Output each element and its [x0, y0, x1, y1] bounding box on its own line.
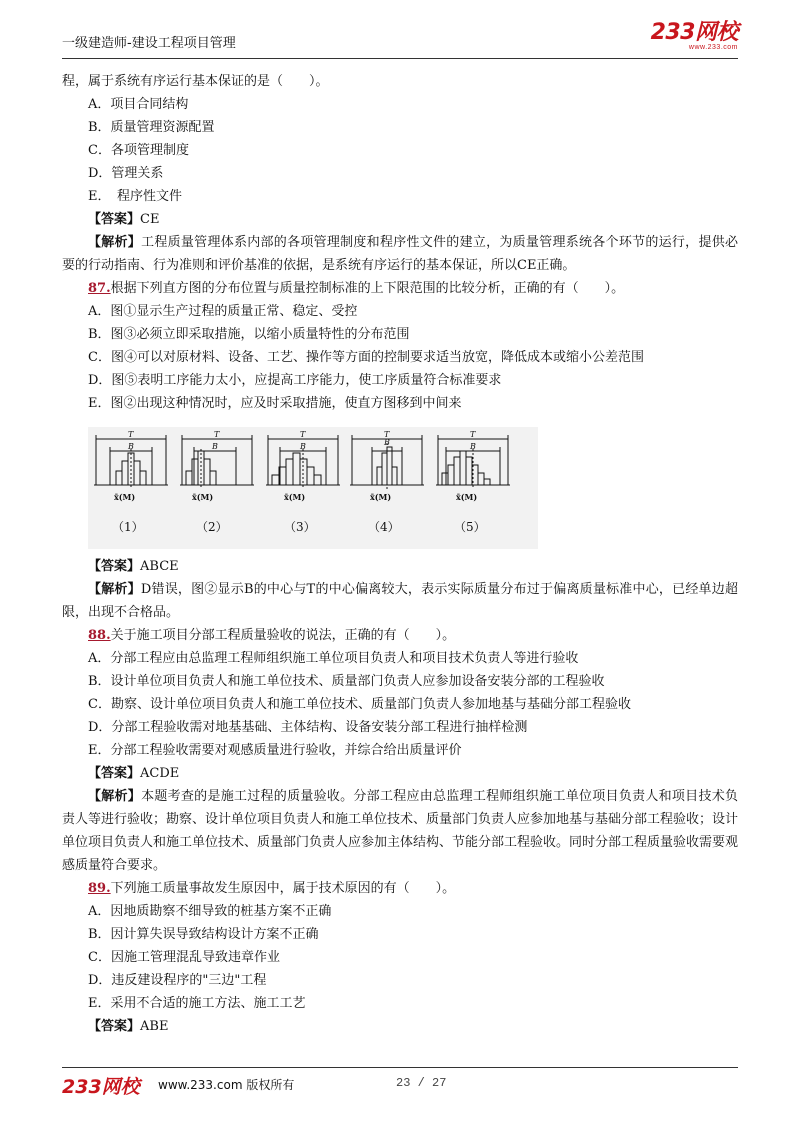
header-divider: [62, 58, 738, 59]
q89-option-b: B．因计算失误导致结构设计方案不正确: [88, 927, 319, 942]
answer-label: 【答案】: [88, 1019, 141, 1034]
caption-3: （3）: [284, 520, 316, 534]
caption-2: （2）: [196, 520, 228, 534]
label-T-3: T: [300, 430, 306, 439]
question-text: 根据下列直方图的分布位置与质量控制标准的上下限范围的比较分析，正确的有（ ）。: [110, 281, 625, 296]
q86-stem: 程，属于系统有序运行基本保证的是（ ）。: [62, 74, 329, 89]
explanation-label: 【解析】: [88, 789, 142, 804]
answer-value: ACDE: [140, 766, 180, 781]
label-B-1: B: [128, 442, 134, 451]
label-B-4: B: [384, 438, 390, 447]
label-T-4: T: [384, 430, 390, 439]
footer-copyright[interactable]: www.233.com 版权所有: [158, 1078, 295, 1092]
q86-explanation: [62, 231, 738, 277]
q89-option-c: C．因施工管理混乱导致违章作业: [88, 950, 280, 965]
axis-label-1: x̄(M): [114, 492, 136, 502]
logo-text: 233网校: [650, 20, 738, 45]
axis-label-4: x̄(M): [370, 492, 392, 502]
q87-option-b: B．图③必须立即采取措施，以缩小质量特性的分布范围: [88, 327, 410, 342]
explanation-text: D错误，图②显示B的中心与T的中心偏离较大，表示实际质量分布过于偏离质量标准中心，已经单边超限，出现不合格品。: [62, 582, 738, 620]
q88-option-a: A．分部工程应由总监理工程师组织施工单位项目负责人和项目技术负责人等进行验收: [88, 651, 579, 666]
brand-logo[interactable]: [651, 22, 738, 52]
histogram-figure: [88, 427, 538, 549]
q87-option-c: C．图④可以对原材料、设备、工艺、操作等方面的控制要求适当放宽，降低成本或缩小公差范围: [88, 350, 644, 365]
footer-divider: [62, 1067, 738, 1068]
page-number: 23 / 27: [396, 1076, 447, 1090]
answer-label: 【答案】: [88, 212, 141, 227]
document-title: 一级建造师-建设工程项目管理: [62, 36, 236, 51]
explanation-label: 【解析】: [88, 582, 141, 597]
explanation-label: 【解析】: [88, 235, 142, 250]
explanation-text: 工程质量管理体系内部的各项管理制度和程序性文件的建立，为质量管理系统各个环节的运行，提供必要的行动指南、行为准则和评价基准的依据，是系统有序运行的基本保证，所以CE正确。: [62, 235, 738, 273]
q89-stem: [62, 877, 738, 900]
label-B-2: B: [212, 442, 218, 451]
q89-answer: [62, 1015, 738, 1038]
question-text: 关于施工项目分部工程质量验收的说法，正确的有（ ）。: [110, 628, 456, 643]
answer-value: ABE: [140, 1019, 169, 1034]
caption-5: （5）: [454, 520, 486, 534]
axis-label-3: x̄(M): [284, 492, 306, 502]
answer-label: 【答案】: [88, 559, 141, 574]
q87-stem: [62, 277, 738, 300]
answer-label: 【答案】: [88, 766, 141, 781]
axis-label-5: x̄(M): [456, 492, 478, 502]
caption-1: （1）: [112, 520, 144, 534]
q86-option-a: A．项目合同结构: [88, 97, 189, 112]
q86-option-e: E． 程序性文件: [88, 189, 182, 204]
q88-stem: [62, 624, 738, 647]
q88-explanation: [62, 785, 738, 877]
question-text: 下列施工质量事故发生原因中，属于技术原因的有（ ）。: [110, 881, 456, 896]
q88-option-d: D．分部工程验收需对地基基础、主体结构、设备安装分部工程进行抽样检测: [88, 720, 528, 735]
logo-url: www.233.com: [688, 44, 738, 51]
label-T-5: T: [470, 430, 476, 439]
page-content: [62, 70, 738, 1038]
q88-answer: [62, 762, 738, 785]
footer-logo[interactable]: 233网校: [62, 1076, 140, 1098]
axis-label-2: x̄(M): [192, 492, 214, 502]
q88-option-e: E．分部工程验收需要对观感质量进行验收，并综合给出质量评价: [88, 743, 462, 758]
answer-value: ABCE: [140, 559, 179, 574]
q89-option-a: A．因地质勘察不细导致的桩基方案不正确: [88, 904, 332, 919]
q86-answer: [62, 208, 738, 231]
label-T-1: T: [128, 430, 134, 439]
label-T-2: T: [214, 430, 220, 439]
q87-option-e: E．图②出现这种情况时，应及时采取措施，使直方图移到中间来: [88, 396, 462, 411]
q89-option-e: E．采用不合适的施工方法、施工工艺: [88, 996, 306, 1011]
q86-option-d: D．管理关系: [88, 166, 164, 181]
q87-answer: [62, 555, 738, 578]
q86-option-b: B．质量管理资源配置: [88, 120, 215, 135]
q88-option-b: B．设计单位项目负责人和施工单位技术、质量部门负责人应参加设备安装分部的工程验收: [88, 674, 605, 689]
question-number[interactable]: 88.: [88, 628, 111, 643]
answer-value: CE: [140, 212, 160, 227]
histogram-svg: [88, 427, 538, 549]
caption-4: （4）: [368, 520, 400, 534]
question-number[interactable]: 87.: [88, 281, 111, 296]
q89-option-d: D．违反建设程序的"三边"工程: [88, 973, 267, 988]
label-B-5: B: [470, 442, 476, 451]
question-number[interactable]: 89.: [88, 881, 111, 896]
q87-option-a: A．图①显示生产过程的质量正常、稳定、受控: [88, 304, 358, 319]
q87-explanation: [62, 578, 738, 624]
label-B-3: B: [300, 442, 306, 451]
page-header: [62, 22, 738, 54]
page-footer: [62, 1072, 738, 1098]
q86-option-c: C．各项管理制度: [88, 143, 189, 158]
explanation-text: 本题考查的是施工过程的质量验收。分部工程应由总监理工程师组织施工单位项目负责人和项目技术负责人等进行验收；勘察、设计单位项目负责人和施工单位技术、质量部门负责人应参加地基与基础分部工程验收；设计单位项目负责人和施工单位技术、质量部门负责人应参加主体结构、节能分部工程验收。同时分部工程质量验收需要观感质量符合要求。: [62, 789, 739, 873]
q87-option-d: D．图⑤表明工序能力太小，应提高工序能力，使工序质量符合标准要求: [88, 373, 502, 388]
q88-option-c: C．勘察、设计单位项目负责人和施工单位技术、质量部门负责人参加地基与基础分部工程验收: [88, 697, 631, 712]
